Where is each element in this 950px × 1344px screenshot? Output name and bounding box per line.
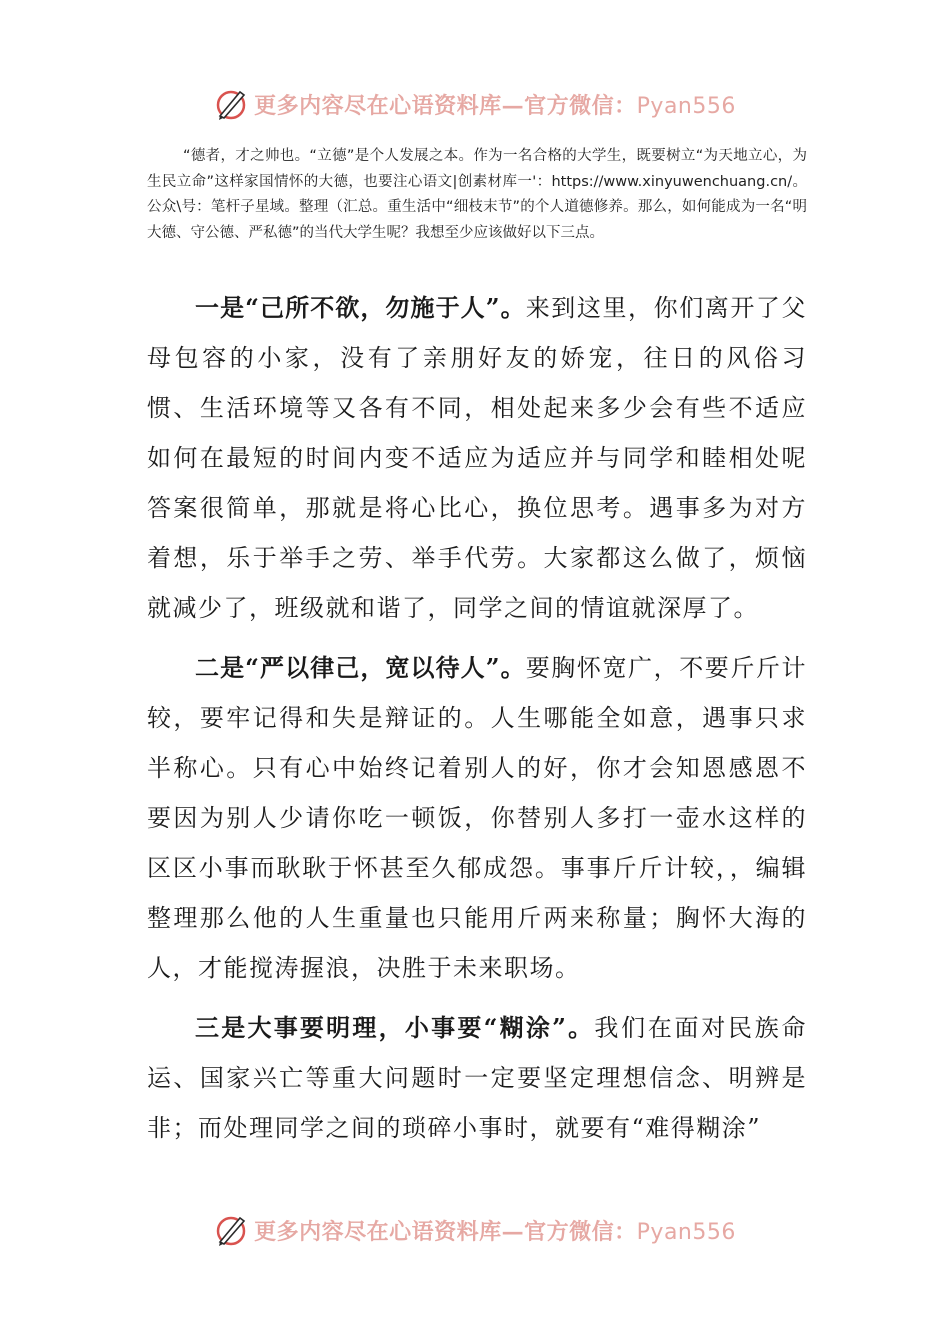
paragraph-one [147, 283, 807, 633]
watermark-text: 更多内容尽在心语资料库—官方微信： [254, 92, 637, 119]
pen-logo-icon [214, 86, 250, 122]
article-body [147, 283, 807, 1163]
watermark-text: 更多内容尽在心语资料库—官方微信： [254, 1218, 637, 1245]
paragraph-two [147, 643, 807, 993]
paragraph-two-heading: 二是“严以律己，宽以待人”。 [195, 653, 526, 682]
footer-watermark [0, 1210, 950, 1250]
watermark-account: Pyan556 [636, 93, 736, 119]
paragraph-three-text: 我们在面对民族命运、国家兴亡等重大问题时一定要坚定理想信念、明辨是非；而处理同学之间的琐碎小事时，就要有“难得糊涂” [147, 1014, 807, 1142]
paragraph-three-heading: 三是大事要明理，小事要“糊涂”。 [195, 1013, 595, 1042]
intro-text: “德者，才之帅也。“立德”是个人发展之本。作为一名合格的大学生，既要树立“为天地立心，为生民立命”这样家国情怀的大德，也要注心语文|创素材库一'：https://www.xinyuwenchuang.cn/。公众\号：笔杆子星域。整理（汇总。重生活中“细枝末节”的个人道德修养。那么，如何能成为一名“明大德、守公德、严私德”的当代大学生呢？我想至少应该做好以下三点。 [147, 148, 807, 241]
pen-logo-icon [214, 1212, 250, 1248]
paragraph-two-text: 要胸怀宽广，不要斤斤计较，要牢记得和失是辩证的。人生哪能全如意，遇事只求半称心。只有心中始终记着别人的好，你才会知恩感恩不要因为别人少请你吃一顿饭，你替别人多打一壶水这样的区区小事而耿耿于怀甚至久郁成怨。事事斤斤计较，，编辑整理那么他的人生重量也只能用斤两来称量；胸怀大海的人，才能搅涛握浪，决胜于未来职场。 [147, 654, 808, 982]
paragraph-one-heading: 一是“己所不欲，勿施于人”。 [195, 293, 526, 322]
intro-paragraph [147, 144, 807, 246]
paragraph-three [147, 1003, 807, 1153]
watermark-account: Pyan556 [636, 1219, 736, 1245]
paragraph-one-text: 来到这里，你们离开了父母包容的小家，没有了亲朋好友的娇宠，往日的风俗习惯、生活环境等又各有不同，相处起来多少会有些不适应如何在最短的时间内变不适应为适应并与同学和睦相处呢答案很简单，那就是将心比心，换位思考。遇事多为对方着想，乐于举手之劳、举手代劳。大家都这么做了，烦恼就减少了，班级就和谐了，同学之间的情谊就深厚了。 [147, 294, 808, 622]
header-watermark [0, 84, 950, 124]
